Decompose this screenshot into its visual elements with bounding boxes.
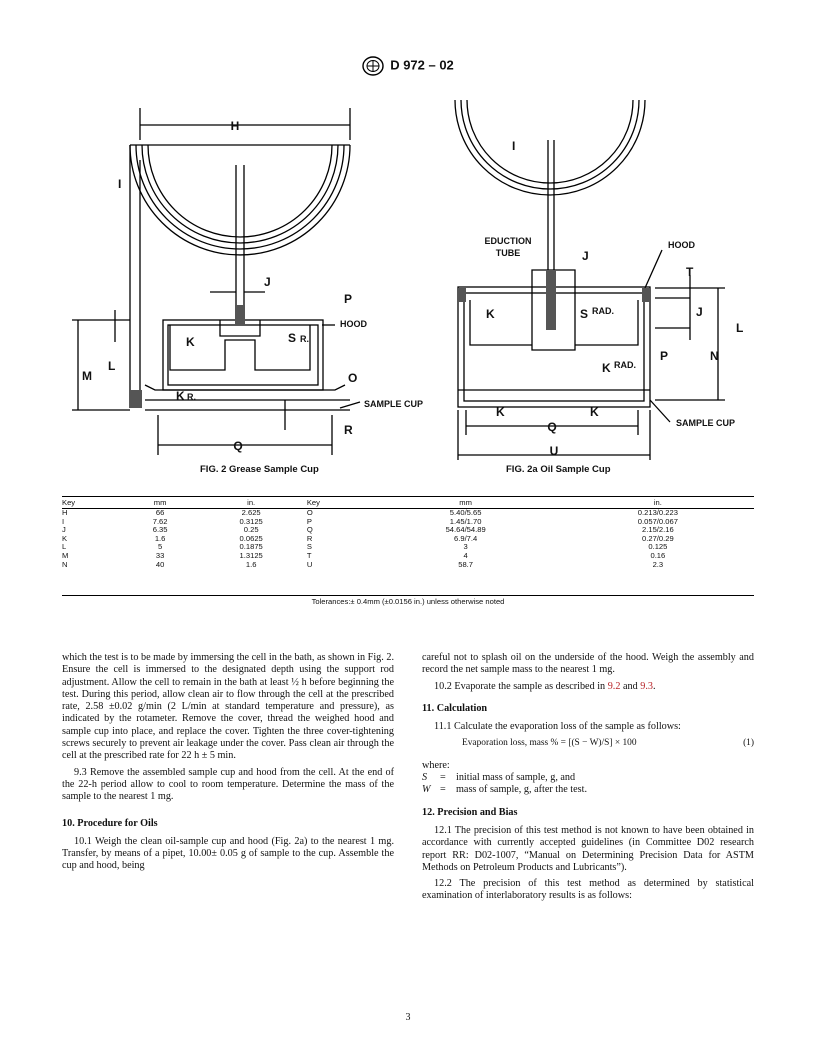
key-table-cell: U	[306, 559, 313, 569]
equation-1	[462, 737, 754, 749]
symbol-s: S	[422, 772, 428, 784]
fig2a-label-jb: J	[696, 305, 703, 319]
key-table-row	[62, 561, 754, 570]
key-table-cell: 0.213/0.223	[637, 508, 678, 517]
key-table-cell: 0.0625	[239, 533, 263, 543]
p10-2-text: 10.2 Evaporate the sample as described in	[434, 680, 608, 692]
section-10-heading: 10. Procedure for Oils	[62, 817, 158, 829]
key-table-cell: M	[62, 550, 69, 560]
fig2a-label-i: I	[512, 139, 516, 153]
def-s-text: initial mass of sample, g, and	[456, 772, 576, 784]
def-s	[422, 772, 754, 784]
key-table-cell: O	[306, 508, 313, 517]
th-in: in.	[196, 497, 307, 509]
fig2a-label-l: L	[736, 321, 744, 335]
fig2-label-k: K	[186, 335, 195, 349]
fig2a-label-kr: K	[602, 361, 611, 375]
symbol-w: W	[422, 784, 431, 796]
fig2a-label-p: P	[660, 349, 669, 363]
fig2a-label-t: T	[686, 265, 694, 279]
key-table-cell: 2.15/2.16	[642, 525, 674, 535]
fig2-label-m: M	[82, 369, 92, 383]
paragraph-12-2: 12.2 The precision of this test method as determined by statistical examination of interlaboratory results is as follows:	[422, 878, 754, 902]
section-11-heading: 11. Calculation	[422, 702, 488, 714]
key-table-cell: 54.64/54.89	[445, 525, 486, 535]
fig2a-label-k: K	[486, 307, 495, 321]
key-table-cell: 0.125	[648, 542, 668, 552]
fig2a-label-k2: K	[496, 405, 505, 419]
left-column	[62, 652, 394, 877]
key-table-cell: 66	[155, 508, 165, 517]
paragraph-9-3: 9.3 Remove the assembled sample cup and hood from the cell. At the end of the 22-h period allow to cool to room temperature. Determine the mass of the sample to the nearest 1 mg.	[62, 766, 394, 803]
key-table-cell: I	[62, 516, 65, 526]
ref-9-2-link[interactable]: 9.2	[607, 680, 621, 692]
key-table-cell: N	[62, 559, 68, 569]
key-table-cell: 3	[463, 542, 468, 552]
fig2-label-j: J	[264, 275, 271, 289]
equation-text: Evaporation loss, mass % = [(S − W)/S] × 100	[462, 738, 637, 749]
key-table-cell: T	[306, 550, 312, 560]
th-mm: mm	[125, 497, 196, 509]
fig2-label-l: L	[108, 359, 116, 373]
key-table-cell: 2.3	[652, 559, 664, 569]
key-table-cell: J	[62, 525, 66, 535]
key-table-cell: 40	[155, 559, 165, 569]
key-table-cell: 0.057/0.067	[637, 516, 678, 526]
section-12-heading: 12. Precision and Bias	[422, 806, 518, 818]
key-table-cell: P	[306, 516, 312, 526]
oil-cup-figure	[440, 100, 770, 460]
where-label: where:	[422, 759, 450, 771]
key-table-cell: R	[306, 533, 313, 543]
key-table-cell: S	[306, 542, 312, 552]
th-key2: Key	[307, 497, 370, 509]
key-table-cell: 5	[158, 542, 163, 552]
fig2-label-kr: K	[176, 389, 185, 403]
paragraph-11-1: 11.1 Calculate the evaporation loss of the sample as follows:	[434, 721, 681, 733]
fig2a-label-sample-cup: SAMPLE CUP	[676, 418, 736, 428]
def-w-text: mass of sample, g, after the test.	[456, 784, 587, 796]
key-table-cell: 33	[155, 550, 165, 560]
fig2a-label-s: S	[580, 307, 589, 321]
fig2a-label-s-rad: RAD.	[592, 306, 614, 316]
fig2-label-sample-cup: SAMPLE CUP	[364, 399, 424, 409]
ref-9-3-link[interactable]: 9.3	[640, 680, 653, 692]
key-table-cell: 1.6	[245, 559, 257, 569]
key-table-cell: L	[62, 542, 67, 552]
equals: =	[440, 772, 446, 784]
key-table-cell: 0.16	[650, 550, 666, 560]
key-table-cell: 1.45/1.70	[449, 516, 482, 526]
key-table	[62, 496, 754, 569]
def-w	[422, 784, 754, 796]
equals: =	[440, 784, 446, 796]
tolerances-note: Tolerances:± 0.4mm (±0.0156 in.) unless otherwise noted	[0, 597, 816, 606]
key-table-cell: H	[62, 508, 68, 517]
paragraph: careful not to splash oil on the underside of the hood. Weigh the assembly and record the net sample mass to the nearest 1 mg.	[422, 652, 754, 676]
key-table-cell: 5.40/5.65	[449, 508, 482, 517]
key-table-cell: 2.625	[241, 508, 261, 517]
fig2-caption: FIG. 2 Grease Sample Cup	[200, 464, 319, 475]
equation-number: (1)	[743, 738, 754, 749]
fig2a-label-q: Q	[547, 420, 557, 434]
th-in2: in.	[562, 497, 754, 509]
fig2a-label-tube: TUBE	[495, 248, 521, 258]
key-table-cell: K	[62, 533, 68, 543]
fig2-label-h: H	[230, 119, 240, 133]
paragraph-10-2	[422, 681, 754, 693]
grease-cup-figure	[60, 100, 424, 460]
fig2a-label-u: U	[549, 444, 559, 458]
fig2a-label-j: J	[582, 249, 589, 263]
key-table-cell: 7.62	[152, 516, 168, 526]
key-table-cell: 6.9/7.4	[454, 533, 478, 543]
page-header	[0, 56, 816, 76]
key-table-cell: 58.7	[458, 559, 474, 569]
fig2a-label-n: N	[710, 349, 719, 363]
key-table-cell: 0.3125	[239, 516, 263, 526]
th-key: Key	[62, 497, 125, 509]
th-mm2: mm	[370, 497, 562, 509]
p10-2-and: and	[620, 680, 641, 692]
key-table-header	[62, 497, 754, 509]
key-table-cell: 1.3125	[239, 550, 263, 560]
designation: D 972 – 02	[390, 57, 454, 73]
paragraph-12-1: 12.1 The precision of this test method is not known to have been obtained in accordance with currently accepted guidelines (in Committee D02 research report RR: D02-1007, “Manual on Determining Precision Data for ASTM Methods on Petroleum Products and Lubricants”).	[422, 824, 754, 873]
key-table-row	[62, 552, 754, 561]
fig2a-caption: FIG. 2a Oil Sample Cup	[506, 464, 611, 475]
key-table-cell: 1.6	[154, 533, 166, 543]
fig2-label-r: R	[344, 423, 353, 437]
fig2a-label-k3: K	[590, 405, 599, 419]
fig2-label-p: P	[344, 292, 353, 306]
fig2a-label-eduction: EDUCTION	[484, 236, 532, 246]
fig2a-label-hood: HOOD	[668, 240, 695, 250]
key-table-cell: 4	[463, 550, 468, 560]
astm-logo-icon	[362, 56, 384, 76]
right-column	[422, 652, 754, 907]
fig2-label-i: I	[118, 177, 122, 191]
fig2a-label-k-rad: RAD.	[614, 360, 636, 370]
key-table-cell: Q	[306, 525, 313, 535]
fig2-label-kr-rad: R.	[187, 392, 196, 402]
paragraph: which the test is to be made by immersing the cell in the bath, as shown in Fig. 2. Ensure the cell is immersed to the designated depth using the support rod adjustment. Allow the cell to remain in the bath at least ½ h before beginning the test. During this period, allow clean air to flow through the cell at the prescribed rate, 2.58 ±0.02 g/min (2 L/min at standard temperature and pressure), as indicated by the rotameter. Remove the cover, thread the weighed hood and sample cup into place, and replace the cover. Tighten the three cover-tightening screws securely to prevent air leakage under the cover. Pass clean air through the cell at the prescribed rate for 22 h ± 5 min.	[62, 652, 394, 762]
key-table-cell: 6.35	[152, 525, 168, 535]
key-table-cell: 0.27/0.29	[642, 533, 674, 543]
fig2-label-s-rad: R.	[300, 334, 309, 344]
fig2-label-o: O	[348, 371, 358, 385]
key-table-cell: 0.1875	[239, 542, 263, 552]
page-number: 3	[405, 1012, 411, 1023]
p10-2-end: .	[652, 680, 656, 692]
fig2-label-q: Q	[233, 439, 243, 453]
paragraph-10-1: 10.1 Weigh the clean oil-sample cup and hood (Fig. 2a) to the nearest 1 mg. Transfer, by means of a pipet, 10.00± 0.05 g of sample to the cup. Assemble the cup and hood, being	[62, 835, 394, 872]
fig2-label-s: S	[288, 331, 297, 345]
key-table-cell: 0.25	[243, 525, 259, 535]
fig2-label-hood: HOOD	[340, 319, 367, 329]
